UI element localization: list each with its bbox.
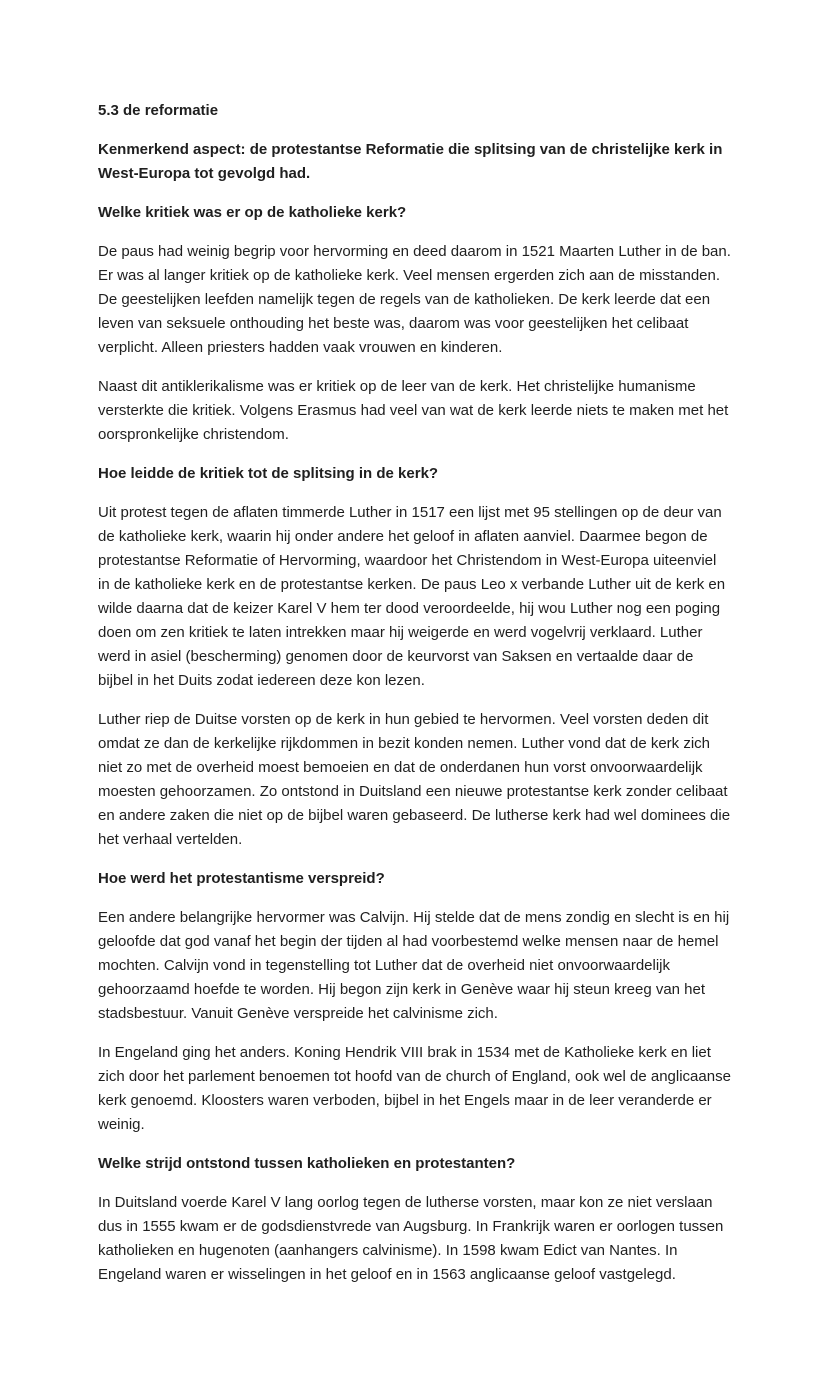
paragraph: Naast dit antiklerikalisme was er kritiek op de leer van de kerk. Het christelijke humanisme versterkte die kritiek. Volgens Erasmus had veel van wat de kerk leerde niets te maken met het oorspronkelijke christendom. <box>98 378 729 443</box>
paragraph: Een andere belangrijke hervormer was Calvijn. Hij stelde dat de mens zondig en slecht is en hij geloofde dat god vanaf het begin der tijden al had voorbestemd welke mensen naar de hemel mochten. Calvijn vond in tegenstelling tot Luther dat de overheid niet onvoorwaardelijk gehoorzaamd hoefde te worden. Hij begon zijn kerk in Genève waar hij steun kreeg van het stadsbestuur. Vanuit Genève verspreide het calvinisme zich. <box>98 909 730 1022</box>
kenmerkend-aspect-text: Kenmerkend aspect: de protestantse Reformatie die splitsing van de christelijke kerk in West-Europa tot gevolgd had. <box>98 141 723 182</box>
section-heading-splitsing-kerk: Hoe leidde de kritiek tot de splitsing in de kerk? <box>98 465 439 482</box>
paragraph: In Duitsland voerde Karel V lang oorlog tegen de lutherse vorsten, maar kon ze niet verslaan dus in 1555 kwam er de godsdienstvrede van Augsburg. In Frankrijk waren er oorlogen tussen katholieken en hugenoten (aanhangers calvinisme). In 1598 kwam Edict van Nantes. In Engeland waren er wisselingen in het geloof en in 1563 anglicaanse geloof vastgelegd. <box>98 1194 724 1283</box>
paragraph: In Engeland ging het anders. Koning Hendrik VIII brak in 1534 met de Katholieke kerk en liet zich door het parlement benoemen tot hoofd van de church of England, ook wel de anglicaanse kerk genoemd. Kloosters waren verboden, bijbel in het Engels maar in de leer veranderde er weinig. <box>98 1044 731 1133</box>
section-heading-protestantisme-verspreid: Hoe werd het protestantisme verspreid? <box>98 870 385 887</box>
section-heading-strijd-katholieken-protestanten: Welke strijd ontstond tussen katholieken en protestanten? <box>98 1155 516 1172</box>
document-title: 5.3 de reformatie <box>98 102 219 119</box>
paragraph: De paus had weinig begrip voor hervorming en deed daarom in 1521 Maarten Luther in de ban. Er was al langer kritiek op de katholieke kerk. Veel mensen ergerden zich aan de misstanden. De geestelijken leefden namelijk tegen de regels van de katholieken. De kerk leerde dat een leven van seksuele onthouding het beste was, daarom was voor geestelijken het celibaat verplicht. Alleen priesters hadden vaak vrouwen en kinderen. <box>98 243 731 356</box>
section-heading-kritiek-katholieke-kerk: Welke kritiek was er op de katholieke kerk? <box>98 204 407 221</box>
paragraph: Uit protest tegen de aflaten timmerde Luther in 1517 een lijst met 95 stellingen op de deur van de katholieke kerk, waarin hij onder andere het geloof in aflaten aanviel. Daarmee begon de protestantse Reformatie of Hervorming, waardoor het Christendom in West-Europa uiteenviel in de katholieke kerk en de protestantse kerken. De paus Leo x verbande Luther uit de kerk en wilde daarna dat de keizer Karel V hem ter dood veroordeelde, hij wou Luther nog een poging doen om zen kritiek te laten intrekken maar hij weigerde en werd vogelvrij verklaard. Luther werd in asiel (bescherming) genomen door de keurvorst van Saksen en vertaalde daar de bijbel in het Duits zodat iedereen deze kon lezen. <box>98 504 726 689</box>
paragraph: Luther riep de Duitse vorsten op de kerk in hun gebied te hervormen. Veel vorsten deden dit omdat ze dan de kerkelijke rijkdommen in bezit konden nemen. Luther vond dat de kerk zich niet zo met de overheid moest bemoeien en dat de onderdanen hun vorst onvoorwaardelijk moesten gehoorzamen. Zo ontstond in Duitsland een nieuwe protestantse kerk zonder celibaat en andere zaken die niet op de bijbel waren gebaseerd. De lutherse kerk had wel dominees die het verhaal vertelden. <box>98 711 731 848</box>
